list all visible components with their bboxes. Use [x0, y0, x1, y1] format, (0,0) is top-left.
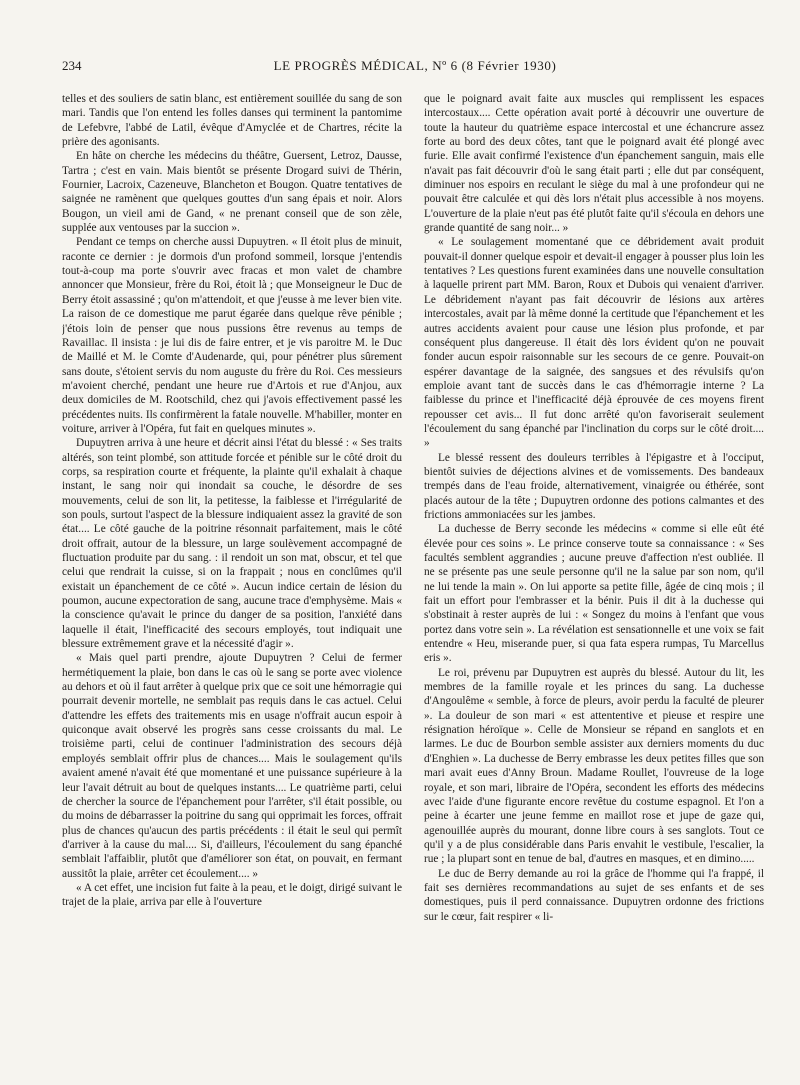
paragraph: « Mais quel parti prendre, ajoute Dupuytren ? Celui de fermer hermétiquement la plaie, bon dans le cas où le sang se porte avec violence au dehors et où il faut arrêter à quelque prix que ce soit une hémorragie qui pourrait devenir mortelle, ne semblait pas requis dans le cas actuel. Celui d'attendre les effets des traitements mis en usage n'offrait aucun espoir à quiconque avait observé les progrès sans cesse croissants du mal. Le troisième parti, celui de continuer l'administration des secours déjà employés semblait offrir plus de chances.... Mais le soulagement qu'ils avaient amené n'avait été que momentané et une puissance supérieure à la leur l'avait détruit au bout de quelques instants.... Le quatrième parti, celui de chercher la source de l'épanchement pour l'arrêter, s'il était possible, ou du moins de débarrasser la poitrine du sang qui opprimait les forces, offrait plus de chances qu'aucun des partis précédents : il était le seul qui permît d'arriver à la cause du mal.... Si, d'ailleurs, l'écoulement du sang épanché semblait l'affaiblir, plutôt que d'améliorer son état, on pouvait, en fermant aussitôt la plaie, arrêter cet écoulement.... » — [62, 652, 402, 880]
paragraph: Dupuytren arriva à une heure et décrit ainsi l'état du blessé : « Ses traits altérés, son teint plombé, son attitude forcée et pénible sur le côté droit du corps, sa respiration courte et fréquente, la plainte qu'il exhalait à chaque instant, le sang noir qui inondait sa couche, le désordre de ses mouvements, celui de son lit, la petitesse, la faiblesse et l'irrégularité de son pouls, surtout l'aspect de la blessure indiquaient assez la gravité de son état.... Le côté gauche de la poitrine résonnait parfaitement, mais le côté droit offrait, autour de la blessure, un large soulèvement accompagné de fluctuation produite par du sang. : il rendoit un son mat, obscur, et tel que celui que rendrait la cuisse, si on la frappait ; nous en conclûmes qu'il existait un épanchement de ce côté ». Aucun indice certain de lésion du poumon, aucune expectoration de sang, aucune trace d'emphysème. Mais « la conscience qu'avait le prince du danger de sa position, l'anxiété dans laquelle il était, l'inefficacité des secours employés, tout indiquait une blessure extrêmement grave et la nécessité d'agir ». — [62, 437, 402, 651]
paragraph: que le poignard avait faite aux muscles qui remplissent les espaces intercostaux.... Cette opération avait porté à découvrir une ouverture de toute la hauteur du quatrième espace intercostal et une échancrure assez forte au bord des deux côtes, tant que le poignard avait été plongé avec furie. Elle avait confirmé l'existence d'un épanchement sanguin, mais elle n'avait pas fait découvrir d'où le sang était parti ; elle dut par conséquent, diminuer nos espoirs en reculant le siège du mal à une profondeur qui ne pouvait être calculée et qui dès lors n'était plus accessible à nos moyens. L'ouverture de la plaie n'eut pas été plutôt faite qu'il s'écoula en dehors une grande quantité de sang noir... » — [424, 93, 764, 235]
paragraph: Pendant ce temps on cherche aussi Dupuytren. « Il étoit plus de minuit, raconte ce dernier : je dormois d'un profond sommeil, lorsque j'entendis tout-à-coup ma porte s'ouvrir avec fracas et mon valet de chambre annoncer que Monsieur, frère du Roi, étoit là ; que Monseigneur le Duc de Berry étoit assassiné ; qu'on m'attendoit, et que j'eusse à me lever bien vite. La raison de ce domestique me parut égarée dans quelque rêve pénible ; j'étois loin de penser que nous pussions être revenus au temps de Ravaillac. Il insista : je lui dis de faire entrer, et je vis paroitre M. le Duc de Maillé et M. le Comte d'Audenarde, qui, pour pénétrer plus sûrement sans doute, s'étoient servis du nom auguste du frère du Roi. Ces messieurs m'avoient cherché, pendant une heure rue d'Artois et rue d'Anjou, aux deux domiciles de M. Rootschild, chez qui j'avois effectivement passé les précédentes nuits. Ils confirmèrent la fatale nouvelle. M'habiller, monter en voiture, arriver à l'Opéra, fut fait en quelques minutes ». — [62, 236, 402, 435]
paragraph: En hâte on cherche les médecins du théâtre, Guersent, Letroz, Dausse, Tartra ; c'est en vain. Mais bientôt se présente Drogard suivi de Thérin, Fournier, Lacroix, Cazeneuve, Blancheton et Bougon. Quatre tentatives de saignée ne ramènent que quelques gouttes d'un sang épais et noir. Alors Bougon, un vieil ami de Gand, « ne prenant conseil que de son zèle, supplée aux ventouses par la succion ». — [62, 150, 402, 235]
paragraph: La duchesse de Berry seconde les médecins « comme si elle eût été élevée pour ces soins ». Le prince conserve toute sa connaissance : « Ses facultés semblent aggrandies ; aucune preuve d'affection n'est oubliée. Il ne se présente pas une seule personne qu'il ne la salue par son nom, qu'il ne lui tende la main ». On lui apporte sa petite fille, âgée de cinq mois ; il fait un effort pour l'embrasser et la bénir. Puis il dit à la duchesse qui s'obstinait à rester auprès de lui : « Songez du moins à l'enfant que vous portez dans votre sein ». La révélation est sensationnelle et une voix se fait entendre « Heu, miserande puer, si qua fata espera rumpas, Tu Marcellus eris ». — [424, 523, 764, 665]
paragraph: Le roi, prévenu par Dupuytren est auprès du blessé. Autour du lit, les membres de la famille royale et les princes du sang. La duchesse d'Angoulême « semble, à force de pleurs, avoir perdu la faculté de pleurer ». La douleur de son mari « est attententive et pieuse et respire une résignation héroïque ». Celle de Monsieur se répand en sanglots et en larmes. Le duc de Bourbon semble assister aux derniers moments du duc d'Enghien ». La duchesse de Berry embrasse les deux petites filles que son mari avait eues d'Anny Broun. Madame Roullet, l'ouvreuse de la loge royale, et son mari, libraire de l'Opéra, secondent les efforts des médecins avec l'aide d'une figurante encore revêtue du costume espagnol. Et l'on a peine à écarter une jeune femme en maillot rose et jupe de gaze qui, agenouillée auprès du mourant, donne libre cours à ses sanglots. Tout ce qu'il y a de plus considérable dans Paris envahit le vestibule, l'escalier, la rue ; la plupart sont en tenue de bal, d'autres en masques, et en dimino..... — [424, 666, 764, 866]
paragraph: telles et des souliers de satin blanc, est entièrement souillée du sang de son mari. Tandis que l'on entend les folles danses qui terminent la pantomime de Lefebvre, l'abbé de Latil, évêque d'Amyclée et de Chartres, récite la prière des agonisants. — [62, 93, 402, 149]
paragraph: « A cet effet, une incision fut faite à la peau, et le doigt, dirigé suivant le trajet de la plaie, arriva par elle à l'ouverture — [62, 881, 402, 909]
left-column — [62, 92, 402, 1072]
paragraph: « Le soulagement momentané que ce débridement avait produit pouvait-il donner quelque espoir et devait-il engager à pousser plus loin les tentatives ? Les questions furent examinées dans une nouvelle consultation à laquelle prirent part MM. Baron, Roux et Dubois qui venaient d'arriver. Le débridement n'ayant pas fait découvrir de lésions aux artères intercostales, avait par là même donné la certitude que l'épanchement et les autres accidents avaient pour cause une lésion plus profonde, et par conséquent plus dangereuse. Il était dès lors évident qu'on ne pouvait fonder aucun espoir raisonnable sur les secours de ce genre. Pouvait-on espérer davantage de la saignée, des sangsues et des révulsifs qu'on emploie avant tant de succès dans le cas d'hémorragie interne ? La faiblesse du prince et l'inefficacité déjà éprouvée de ces moyens firent repousser cet avis... Il fut donc arrêté qu'on favoriserait seulement l'écoulement du sang épanché par l'inclination du corps sur le côté droit.... » — [424, 236, 764, 450]
paragraph: Le duc de Berry demande au roi la grâce de l'homme qui l'a frappé, il fait ses dernières recommandations au sujet de ses enfants et de ses domestiques, puis il perd connaissance. Dupuytren ordonne des frictions sur le cœur, fait respirer « li- — [424, 867, 764, 923]
page-number: 234 — [62, 58, 82, 73]
running-title: LE PROGRÈS MÉDICAL, Nº 6 (8 Février 1930) — [273, 58, 557, 73]
running-header — [62, 58, 768, 80]
paragraph: Le blessé ressent des douleurs terribles à l'épigastre et à l'occiput, bientôt suivies de déjections alvines et de vomissements. Des bandeaux trempés dans de l'eau froide, alternativement, vinaigrée ou éthérée, sont placés autour de la tête ; Dupuytren ordonne des potions calmantes et des frictions ammoniacées sur les jambes. — [424, 451, 764, 521]
right-column — [424, 92, 764, 1072]
